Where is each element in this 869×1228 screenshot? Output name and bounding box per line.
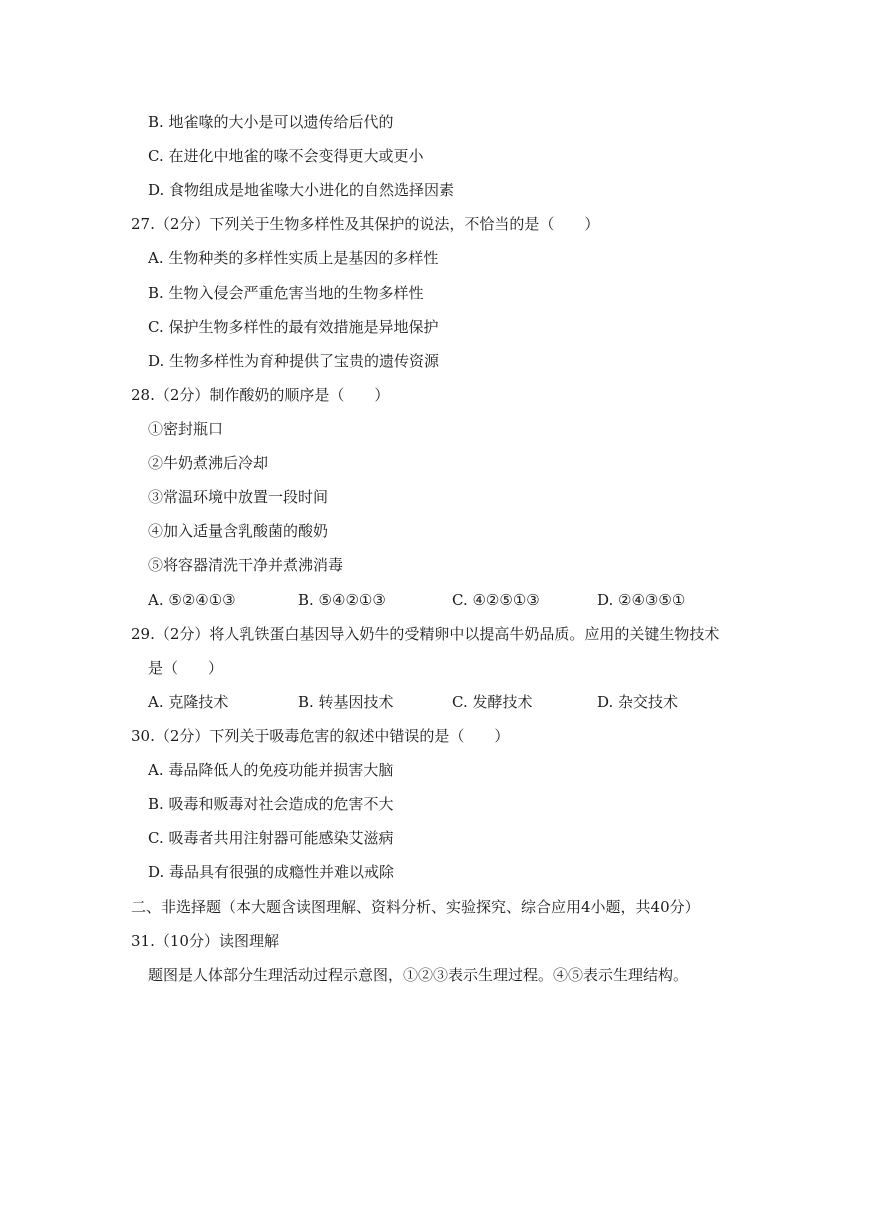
option-b: B. 地雀喙的大小是可以遗传给后代的	[148, 113, 394, 131]
question-28-step: ④加入适量含乳酸菌的酸奶	[148, 522, 329, 540]
question-30-option-c: C. 吸毒者共用注射器可能感染艾滋病	[148, 829, 394, 847]
question-29-stem: 29.（2分）将人乳铁蛋白基因导入奶牛的受精卵中以提高牛奶品质。应用的关键生物技术	[131, 625, 720, 643]
section-heading: 二、非选择题（本大题含读图理解、资料分析、实验探究、综合应用4小题，共40分）	[131, 898, 700, 916]
question-28-option-a: A. ⑤②④①③	[148, 591, 236, 609]
question-29-stem-cont: 是（ ）	[148, 659, 224, 677]
question-28-step: ③常温环境中放置一段时间	[148, 488, 329, 506]
question-30-stem: 30.（2分）下列关于吸毒危害的叙述中错误的是（ ）	[131, 727, 510, 745]
option-c: C. 在进化中地雀的喙不会变得更大或更小	[148, 147, 424, 165]
question-29-option-a: A. 克隆技术	[148, 693, 229, 711]
question-30-option-a: A. 毒品降低人的免疫功能并损害大脑	[148, 761, 394, 779]
question-27-option-b: B. 生物入侵会严重危害当地的生物多样性	[148, 284, 424, 302]
question-30-option-d: D. 毒品具有很强的成瘾性并难以戒除	[148, 863, 395, 881]
question-30-option-b: B. 吸毒和贩毒对社会造成的危害不大	[148, 795, 394, 813]
question-28-step: ①密封瓶口	[148, 420, 224, 438]
question-27-option-c: C. 保护生物多样性的最有效措施是异地保护	[148, 318, 439, 336]
question-31-stem: 31.（10分）读图理解	[131, 932, 279, 950]
question-28-option-c: C. ④②⑤①③	[452, 591, 540, 609]
option-d: D. 食物组成是地雀喙大小进化的自然选择因素	[148, 181, 455, 199]
question-27-option-a: A. 生物种类的多样性实质上是基因的多样性	[148, 249, 439, 267]
question-28-step: ⑤将容器清洗干净并煮沸消毒	[148, 556, 344, 574]
question-28-stem: 28.（2分）制作酸奶的顺序是（ ）	[131, 386, 390, 404]
question-27-stem: 27.（2分）下列关于生物多样性及其保护的说法，不恰当的是（ ）	[131, 215, 600, 233]
question-29-option-d: D. 杂交技术	[597, 693, 679, 711]
question-28-option-b: B. ⑤④②①③	[298, 591, 386, 609]
question-31-intro: 题图是人体部分生理活动过程示意图，①②③表示生理过程。④⑤表示生理结构。	[148, 966, 689, 984]
question-28-step: ②牛奶煮沸后冷却	[148, 454, 269, 472]
question-28-option-d: D. ②④③⑤①	[597, 591, 686, 609]
question-29-option-b: B. 转基因技术	[298, 693, 394, 711]
question-27-option-d: D. 生物多样性为育种提供了宝贵的遗传资源	[148, 352, 440, 370]
question-29-option-c: C. 发酵技术	[452, 693, 533, 711]
